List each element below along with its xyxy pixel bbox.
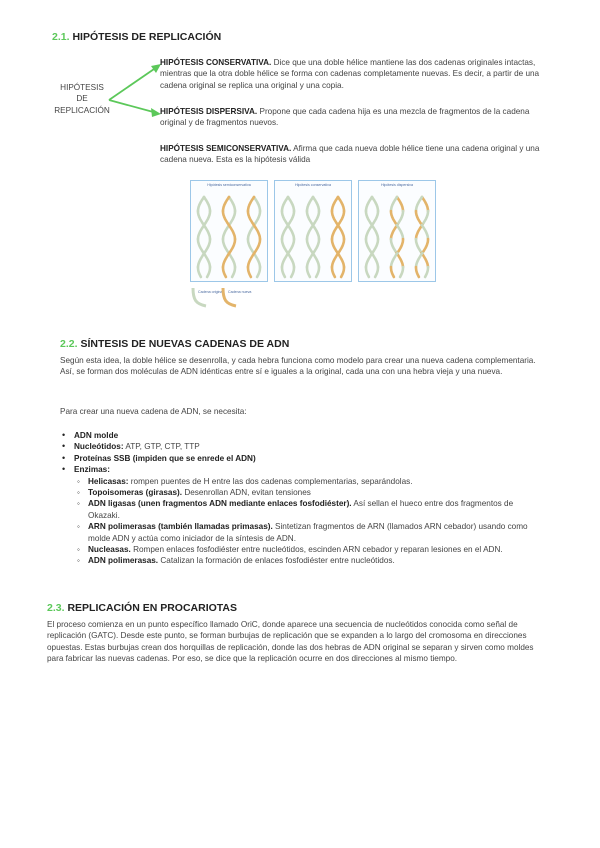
- list-item-bold: Enzimas:: [74, 465, 110, 475]
- list-item: [60, 441, 560, 452]
- panel-title: Hipótesis dispersiva: [381, 183, 413, 187]
- requirements-list: [60, 430, 560, 567]
- dna-helices-icon: [191, 181, 267, 281]
- section-title: SÍNTESIS DE NUEVAS CADENAS DE ADN: [80, 338, 290, 350]
- section-3-paragraph: El proceso comienza en un punto específico llamado OriC, donde aparece una secuencia de nucleótidos conocida como señal de replicación (GATC). Desde este punto, se forman burbujas de replicación que se expanden a lo largo del cromosoma en direcciones opuestas. Estas burbujas crean dos horquillas de replicación, donde las dos hebras de ADN original se separan y sirven como moldes para fabricar las nuevas cadenas. Por eso, se dice que la replicación ocurre en dos direcciones al mismo tiempo.: [47, 620, 534, 664]
- list-item-bold: ADN molde: [74, 431, 119, 440]
- list-item-bold: Proteínas SSB (impiden que se enrede el ADN): [74, 453, 256, 463]
- enzyme-name: Helicasas:: [88, 476, 129, 486]
- hypothesis-text: Propone que cada cadena hija es una mezcla de fragmentos de la cadena original y de fragmentos nuevos.: [160, 107, 530, 128]
- list-item: [60, 464, 560, 567]
- legend-original-label: Cadena original: [198, 290, 224, 294]
- enzyme-text: rompen puentes de H entre las dos cadenas complementarias, separándolas.: [128, 476, 413, 486]
- panel-title: Hipótesis semiconservativa: [207, 183, 251, 187]
- list-item-text: ATP, GTP, CTP, TTP: [123, 442, 200, 452]
- list-item: [60, 453, 560, 464]
- section-2-paragraph-1: Según esta idea, la doble hélice se desenrolla, y cada hebra funciona como modelo para crear una nueva cadena complementaria. Así, se forman dos moléculas de ADN idénticas entre sí e iguales a la original, cada una con una hebra vieja y una nueva.: [60, 356, 536, 377]
- enzyme-item: [74, 487, 534, 498]
- enzyme-text: Rompen enlaces fosfodiéster entre nucleótidos, escinden ARN cebador y reparan lesiones en el ADN.: [130, 545, 503, 555]
- hypothesis-semiconservativa: [160, 143, 555, 166]
- figure-panel-conservativa: [274, 180, 352, 282]
- section-number: 2.2.: [60, 338, 78, 350]
- section-1-heading: [52, 31, 221, 43]
- arrow-line-conservativa: [109, 67, 157, 100]
- enzyme-text: Desenrollan ADN, evitan tensiones: [182, 488, 311, 498]
- dna-helices-icon: [359, 181, 435, 281]
- hypothesis-title: HIPÓTESIS CONSERVATIVA.: [160, 58, 272, 67]
- enzyme-text: Así sellan el hueco entre dos fragmentos de Okazaki.: [88, 499, 514, 520]
- enzyme-item: [74, 476, 534, 487]
- enzyme-item: [74, 521, 534, 544]
- root-label-line: DE: [76, 94, 88, 104]
- enzyme-item: [74, 498, 534, 521]
- section-number: 2.1.: [52, 31, 70, 43]
- section-3-heading: [47, 602, 237, 614]
- enzyme-name: ADN ligasas (unen fragmentos ADN mediante enlaces fosfodiéster).: [88, 499, 352, 509]
- figure-panel-dispersiva: [358, 180, 436, 282]
- arrow-line-dispersiva: [109, 100, 157, 113]
- root-label-line: REPLICACIÓN: [54, 105, 110, 115]
- enzyme-name: Topoisomeras (girasas).: [88, 488, 183, 498]
- section-2-heading: [60, 338, 289, 350]
- enzyme-name: Nucleasas.: [88, 545, 131, 555]
- section-title: HIPÓTESIS DE REPLICACIÓN: [72, 31, 222, 43]
- list-item: [60, 430, 560, 441]
- enzyme-name: ADN polimerasas.: [88, 556, 159, 566]
- hypothesis-title: HIPÓTESIS SEMICONSERVATIVA.: [160, 144, 292, 153]
- enzyme-item: [74, 555, 534, 566]
- branch-arrows: [105, 55, 165, 155]
- section-number: 2.3.: [47, 602, 65, 614]
- section-2-paragraph-2: Para crear una nueva cadena de ADN, se necesita:: [60, 407, 247, 416]
- panel-title: Hipótesis conservativa: [295, 183, 331, 187]
- section-title: REPLICACIÓN EN PROCARIOTAS: [67, 602, 238, 614]
- hypothesis-text: Afirma que cada nueva doble hélice tiene una cadena original y una cadena nueva. Esta es la hipótesis válida: [160, 144, 540, 165]
- hypothesis-dispersiva: [160, 106, 555, 129]
- enzyme-item: [74, 544, 534, 555]
- hypothesis-text: Dice que una doble hélice mantiene las dos cadenas originales intactas, mientras que la otra doble hélice se forma con cadenas completamente nuevas. Es decir, a partir de una cadena original se replica una original y una copia.: [160, 58, 540, 90]
- list-item-bold: Nucleótidos:: [74, 442, 124, 452]
- root-label-line: HIPÓTESIS: [60, 83, 104, 92]
- enzyme-name: ARN polimerasas (también llamadas primasas).: [88, 522, 273, 532]
- figure-panel-semiconservativa: [190, 180, 268, 282]
- legend-new-label: Cadena nueva: [228, 290, 252, 294]
- enzyme-text: Catalizan la formación de enlaces fosfodiéster entre nucleótidos.: [158, 556, 395, 566]
- hypothesis-title: HIPÓTESIS DISPERSIVA.: [160, 107, 258, 116]
- enzyme-text: Sintetizan fragmentos de ARN (llamados ARN cebador) usando como molde ADN y actúa como iniciador de la síntesis de ADN.: [88, 522, 528, 543]
- hypothesis-conservativa: [160, 57, 555, 91]
- replication-hypotheses-figure: [190, 180, 436, 310]
- dna-helices-icon: [275, 181, 351, 281]
- enzymes-list: [74, 476, 534, 567]
